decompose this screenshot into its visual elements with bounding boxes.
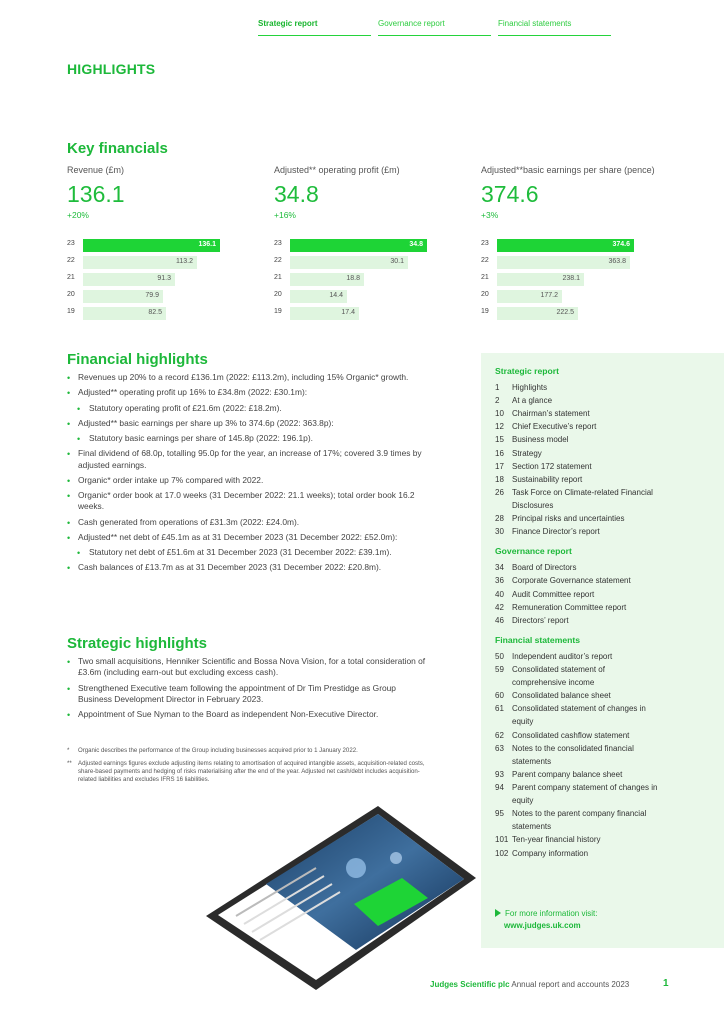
kpi-change: +16%: [274, 210, 296, 220]
bar-year-label: 21: [67, 274, 75, 281]
toc-entry[interactable]: [495, 588, 710, 601]
footnote-text: Organic describes the performance of the Group including businesses acquired prior to 1 January 2022.: [78, 747, 358, 754]
kpi-eps: [481, 165, 671, 316]
toc-page-number: 34: [495, 563, 504, 573]
toc-entry-title: Principal risks and uncertainties: [512, 514, 625, 524]
toc-page-number: 18: [495, 474, 504, 484]
footnote-marker: *: [67, 747, 70, 754]
bar-value-label: 34.8: [409, 241, 423, 248]
toc-page-number: 63: [495, 743, 504, 753]
website-link[interactable]: www.judges.uk.com: [504, 921, 581, 930]
neuron-graphic: [390, 852, 402, 864]
bar-value-label: 14.4: [329, 292, 343, 299]
toc-page-number: 59: [495, 664, 504, 674]
footnote-marker: **: [67, 760, 72, 768]
toc-entry[interactable]: [495, 574, 710, 587]
sub-bullet-item: • Statutory basic earnings per share of 145.8p (2022: 196.1p).: [67, 433, 427, 444]
toc-entry-title: Task Force on Climate-related Financial Disclosures: [512, 487, 653, 510]
bar: [290, 307, 359, 320]
toc-entry[interactable]: [495, 561, 710, 574]
footnote: [67, 760, 427, 784]
toc-page-number: 62: [495, 730, 504, 740]
toc-page-number: 10: [495, 409, 504, 419]
toc-page-number: 36: [495, 576, 504, 586]
page-number: 1: [663, 978, 669, 989]
strategic-highlights-list: [67, 656, 427, 724]
kpi-value: 136.1: [67, 181, 125, 207]
toc-group-heading[interactable]: Financial statements: [495, 634, 581, 645]
bar-value-label: 113.2: [176, 258, 193, 265]
kpi-label: Adjusted**basic earnings per share (pence): [481, 165, 655, 175]
bullet-item: • Final dividend of 68.0p, totalling 95.0p for the year, an increase of 17%; covered 3.9 times by adjusted earnings.: [67, 448, 427, 471]
toc-page-number: 30: [495, 527, 504, 537]
toc-group: [495, 635, 710, 860]
bar-year-label: 22: [274, 257, 282, 264]
bullet-item: • Cash balances of £13.7m as at 31 December 2023 (31 December 2022: £20.8m).: [67, 562, 427, 573]
toc-entry-title: Parent company balance sheet: [512, 769, 623, 779]
toc-entry-title: Strategy: [512, 448, 542, 458]
page-title: HIGHLIGHTS: [67, 61, 156, 77]
toc-entry-title: Business model: [512, 435, 569, 445]
bullet-item: • Organic* order book at 17.0 weeks (31 December 2022: 21.1 weeks); total order book 16.2 weeks.: [67, 490, 427, 513]
toc-entry[interactable]: [495, 601, 710, 614]
toc-entry-title: Finance Director’s report: [512, 527, 600, 537]
toc-entry-title: Consolidated statement of changes in equity: [512, 704, 646, 727]
toc-entry[interactable]: [495, 807, 710, 833]
bar-row: [274, 305, 464, 322]
section-nav: [258, 19, 618, 36]
toc-page-number: 61: [495, 704, 504, 714]
toc-entry[interactable]: [495, 781, 710, 807]
toc-group-heading[interactable]: Governance report: [495, 546, 572, 557]
bar-year-label: 23: [481, 240, 489, 247]
toc-entry[interactable]: [495, 689, 710, 702]
kpi-bar-chart: [67, 237, 257, 322]
bullet-item: • Adjusted** net debt of £45.1m as at 31 December 2023 (31 December 2022: £52.0m):: [67, 532, 427, 543]
toc-group-heading[interactable]: Strategic report: [495, 366, 559, 376]
toc-entry[interactable]: [495, 847, 710, 860]
toc-entry-title: Audit Committee report: [512, 589, 595, 599]
bar-year-label: 22: [481, 257, 489, 264]
footnote-text: Adjusted earnings figures exclude adjusting items relating to amortisation of acquired intangible assets, acquisition-related costs, share-based payments and hedging of risks materialising after the end of the year. Adjusted net cash/debt includes acquisition-related liabilities and excludes IFRS 16 liabilities.: [78, 760, 425, 784]
toc-page-number: 93: [495, 769, 504, 779]
toc-entry[interactable]: [495, 512, 710, 525]
toc-entry-title: Chief Executive’s report: [512, 422, 597, 432]
bar-row: [67, 271, 257, 288]
toc-page-number: 101: [495, 835, 509, 845]
toc-entry[interactable]: [495, 433, 710, 446]
bar-value-label: 30.1: [390, 258, 404, 265]
toc-entry-title: At a glance: [512, 396, 553, 406]
financial-highlights-heading: Financial highlights: [67, 351, 208, 368]
report-name: Annual report and accounts 2023: [511, 980, 630, 989]
bar-year-label: 19: [274, 308, 282, 315]
bar-row: [481, 237, 671, 254]
toc-entry-title: Independent auditor’s report: [512, 651, 613, 661]
page-footer: [430, 980, 629, 989]
kpi-revenue: [67, 165, 257, 316]
toc-page-number: 95: [495, 809, 504, 819]
toc-page-number: 15: [495, 435, 504, 445]
bar-value-label: 136.1: [198, 241, 216, 248]
bar-year-label: 23: [274, 240, 282, 247]
toc-entry[interactable]: [495, 381, 710, 394]
toc-entry-title: Consolidated balance sheet: [512, 691, 611, 701]
toc-page-number: 94: [495, 782, 504, 792]
bullet-item: • Revenues up 20% to a record £136.1m (2022: £113.2m), including 15% Organic* growth.: [67, 372, 427, 383]
toc-entry[interactable]: [495, 702, 710, 728]
toc-entry[interactable]: [495, 420, 710, 433]
bar-value-label: 82.5: [148, 309, 162, 316]
toc-group: [495, 546, 710, 627]
bar-row: [274, 271, 464, 288]
bar-year-label: 19: [481, 308, 489, 315]
kpi-value: 374.6: [481, 181, 539, 207]
bar: [83, 307, 166, 320]
bar: [497, 256, 630, 269]
toc-entry[interactable]: [495, 650, 710, 663]
toc-entry-title: Consolidated cashflow statement: [512, 730, 630, 740]
toc-page-number: 17: [495, 461, 504, 471]
toc-entry-title: Notes to the consolidated financial statements: [512, 743, 634, 766]
bar: [290, 273, 364, 286]
bullet-item: • Two small acquisitions, Henniker Scientific and Bossa Nova Vision, for a total consideration of £3.6m (including earn-out but excluding excess cash).: [67, 656, 427, 679]
bar-value-label: 17.4: [341, 309, 355, 316]
kpi-operating-profit: [274, 165, 464, 316]
bar-year-label: 21: [481, 274, 489, 281]
bar-year-label: 23: [67, 240, 75, 247]
bullet-item: • Strengthened Executive team following the appointment of Dr Tim Prestidge as Group Business Development Director in February 2023.: [67, 683, 427, 706]
toc-entry-title: Highlights: [512, 383, 548, 392]
bar-value-label: 238.1: [562, 275, 580, 282]
toc-entry-title: Remuneration Committee report: [512, 602, 627, 612]
toc-entry[interactable]: [495, 614, 710, 627]
bar-row: [481, 271, 671, 288]
bar-row: [274, 237, 464, 254]
bar-row: [481, 305, 671, 322]
kpi-label: Revenue (£m): [67, 165, 125, 175]
toc-entry[interactable]: [495, 833, 710, 846]
bullet-item: • Cash generated from operations of £31.3m (2022: £24.0m).: [67, 517, 427, 528]
bar-value-label: 79.9: [145, 292, 159, 299]
bar-year-label: 20: [274, 291, 282, 298]
contents-panel: [481, 353, 724, 948]
bar-value-label: 374.6: [612, 241, 630, 248]
bar: [290, 239, 427, 252]
toc-entry-title: Directors’ report: [512, 615, 569, 625]
toc-page-number: 42: [495, 602, 504, 612]
bar-row: [274, 288, 464, 305]
bar-row: [481, 288, 671, 305]
sub-bullet-item: • Statutory operating profit of £21.6m (2022: £18.2m).: [67, 403, 427, 414]
bar-year-label: 20: [481, 291, 489, 298]
bar-value-label: 18.8: [346, 275, 360, 282]
more-info: [495, 908, 597, 932]
kpi-change: +20%: [67, 210, 89, 220]
toc-page-number: 2: [495, 396, 500, 406]
toc-entry[interactable]: [495, 394, 710, 407]
bar-year-label: 19: [67, 308, 75, 315]
company-name: Judges Scientific plc: [430, 980, 510, 989]
toc-entry[interactable]: [495, 460, 710, 473]
tab-strategic-report[interactable]: Strategic report: [258, 19, 371, 36]
tab-governance-report[interactable]: Governance report: [378, 19, 491, 36]
toc-page-number: 60: [495, 691, 504, 701]
toc-entry[interactable]: [495, 473, 710, 486]
bar: [290, 256, 408, 269]
bar: [497, 307, 578, 320]
footnotes: [67, 747, 427, 789]
toc-page-number: 28: [495, 514, 504, 524]
toc-entry[interactable]: [495, 525, 710, 538]
bar: [83, 239, 220, 252]
bar-row: [67, 254, 257, 271]
toc-page-number: 40: [495, 589, 504, 599]
toc-entry[interactable]: [495, 447, 710, 460]
bar-value-label: 222.5: [556, 309, 574, 316]
toc-entry[interactable]: [495, 742, 710, 768]
bullet-item: • Appointment of Sue Nyman to the Board as independent Non-Executive Director.: [67, 709, 427, 720]
bar-year-label: 21: [274, 274, 282, 281]
bar-row: [67, 288, 257, 305]
toc-entry[interactable]: [495, 768, 710, 781]
more-info-text: For more information visit:: [505, 909, 598, 918]
bar-year-label: 22: [67, 257, 75, 264]
toc-page-number: 16: [495, 448, 504, 458]
bar: [497, 239, 634, 252]
toc-page-number: 46: [495, 615, 504, 625]
bar-value-label: 91.3: [157, 275, 171, 282]
toc-entry[interactable]: [495, 663, 710, 689]
footnote: [67, 747, 427, 755]
toc-entry-title: Sustainability report: [512, 474, 583, 484]
toc-page-number: 12: [495, 422, 504, 432]
toc-page-number: 26: [495, 487, 504, 497]
tablet-illustration: [206, 798, 476, 998]
toc-page-number: 50: [495, 651, 504, 661]
kpi-value: 34.8: [274, 181, 319, 207]
bullet-item: • Adjusted** operating profit up 16% to £34.8m (2022: £30.1m):: [67, 387, 427, 398]
arrow-right-icon: [495, 909, 501, 917]
toc-entry-title: Board of Directors: [512, 563, 577, 573]
toc-entry-title: Corporate Governance statement: [512, 576, 631, 586]
bar-year-label: 20: [67, 291, 75, 298]
toc-entry[interactable]: [495, 407, 710, 420]
bar: [83, 290, 163, 303]
kpi-label: Adjusted** operating profit (£m): [274, 165, 400, 175]
toc-entry-title: Notes to the parent company financial statements: [512, 809, 647, 832]
kpi-change: +3%: [481, 210, 499, 220]
bar: [497, 290, 562, 303]
toc-page-number: 102: [495, 848, 509, 858]
toc-entry-title: Company information: [512, 848, 589, 858]
bar-value-label: 177.2: [540, 292, 558, 299]
toc-entry[interactable]: [495, 486, 710, 512]
tab-financial-statements[interactable]: Financial statements: [498, 19, 611, 36]
bar: [497, 273, 584, 286]
toc-entry-title: Consolidated statement of comprehensive income: [512, 664, 605, 688]
bar-row: [481, 254, 671, 271]
toc-group: [495, 366, 710, 538]
table-of-contents: [495, 366, 710, 860]
toc-entry-title: Parent company statement of changes in equity: [512, 782, 658, 806]
financial-highlights-list: [67, 372, 427, 578]
bar-value-label: 363.8: [608, 258, 626, 265]
bullet-item: • Organic* order intake up 7% compared with 2022.: [67, 475, 427, 486]
bar: [290, 290, 347, 303]
bar-row: [67, 305, 257, 322]
toc-entry-title: Ten-year financial history: [512, 835, 601, 845]
toc-page-number: 1: [495, 383, 500, 392]
toc-entry[interactable]: [495, 729, 710, 742]
key-financials-heading: Key financials: [67, 140, 168, 157]
bar-row: [67, 237, 257, 254]
bar: [83, 273, 175, 286]
strategic-highlights-heading: Strategic highlights: [67, 635, 208, 652]
toc-entry-title: Section 172 statement: [512, 461, 592, 471]
kpi-bar-chart: [274, 237, 464, 322]
toc-entry-title: Chairman’s statement: [512, 409, 590, 419]
sub-bullet-item: • Statutory net debt of £51.6m at 31 December 2023 (31 December 2022: £39.1m).: [67, 547, 427, 558]
bullet-item: • Adjusted** basic earnings per share up 3% to 374.6p (2022: 363.8p):: [67, 418, 427, 429]
neuron-graphic: [346, 858, 366, 878]
bar: [83, 256, 197, 269]
kpi-bar-chart: [481, 237, 671, 322]
bar-row: [274, 254, 464, 271]
